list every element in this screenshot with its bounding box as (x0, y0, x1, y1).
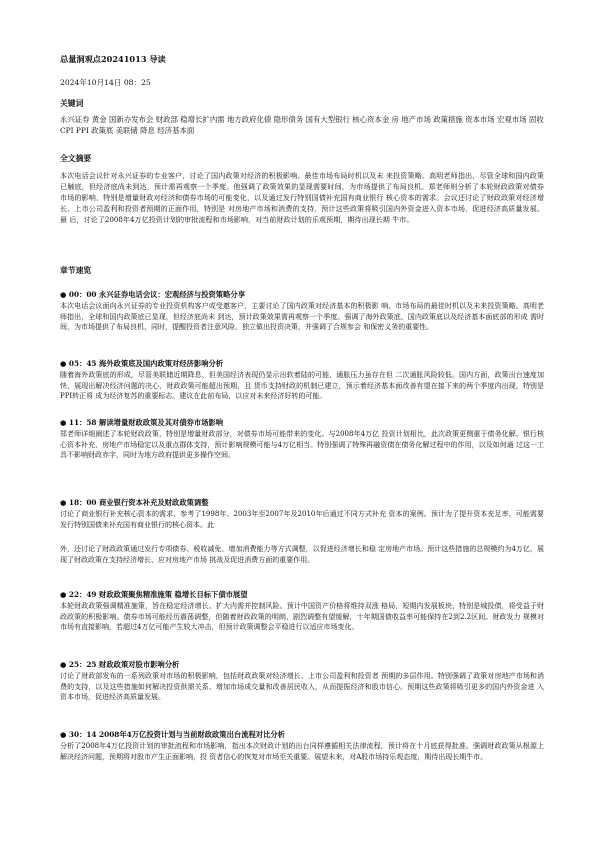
chapter-title: ● 18：00 商业银行资本补充及财政政策调整 (60, 498, 209, 507)
chapter-body (60, 301, 544, 333)
chapter-paragraph: 随着海外政策底的形成，尽管美联储近期降息，但美国经济表现仍显示出软着陆的可能，通胀压力虽存在但 二次通胀风险较低。国内方面，政策出台速度加快，展现出解决经济问题的决心，财政政策可能超出预期，且 货币支持财政的机制已建立，预示着经济基本面改善有望在接下来的两个季度内出现，特别是PPI转正将 成为经济复苏的重要标志。建议在此前布局，以应对未来经济好转的可能。 (60, 371, 544, 401)
chapter-title: ● 05：45 海外政策底及国内政策对经济影响分析 (60, 359, 224, 368)
chapter-title: ● 25：25 财政政策对股市影响分析 (60, 660, 180, 669)
chapter-paragraph: 本次电话会议面向永兴证券的专业投资机构客户或受邀客户，主要讨论了国内政策对经济基本的积极影 响、市场布局的最佳时机以及未来投资策略。高明老师指出，全球和国内政策底已显现，但经济底尚未 到达，预计政策效果需再观察一个季度。强调了海外政策底、国内政策底以及经济基本面底部的形成 需时间，为市场提供了布局良机，同时，提醒投资者注意风险，独立做出投资决策，并强调了合规参会 和保密义务的重要性。 (60, 302, 544, 332)
chapter-paragraph: 郑老师详细阐述了本轮财政政策，特别是增量财政部分，对债券市场可能带来的变化。与2008年4万亿 投资计划相比，此次政策更侧重于债务化解、银行核心资本补充、房地产市场稳定以及重点群体支持，预计影响规模可能与4万亿相当。特别强调了特殊再融资债在债务化解过程中的作用，以及如何通 过这一工具不影响财政赤字，同时为地方政府提供更多操作空间。 (60, 430, 544, 460)
summary-heading: 全文摘要 (60, 154, 92, 163)
chapter-paragraph: 本轮财政政策强调精准施策，旨在稳定经济增长、扩大内需并控制风险。预计中国资产价格将维持双涨 格局，短期内发展板块，特别是城投债，将受益于财政政策的积极影响。债券市场可能经历震荡调整，但随着财政政策的明朗，剧烈调整有望缓解，十年期国债收益率可能保持在2到2.2区间。财政发力 规模对市场有直接影响，若超过4万亿可能产生较大冲击，但预计政策调整会平稳进行以适应市场变化。 (60, 602, 544, 632)
chapter-body (60, 370, 544, 402)
chapter-paragraph: 外，还讨论了财政政策通过发行专项债券、税收减免、增加消费能力等方式调整，以促进经济增长和稳 定房地产市场。预计这些措施的总规模约为4万亿，展现了财政政策在支持经济增长、应对房地产市场 挑战及促进消费方面的重要作用。 (60, 545, 544, 564)
chapter-body (60, 671, 544, 703)
chapter-body (60, 741, 544, 762)
document-datetime: 2024年10月14日 08：25 (60, 78, 151, 87)
keywords-heading: 关键词 (60, 99, 84, 108)
chapter-body (60, 601, 544, 633)
chapter-title: ● 11：58 解读增量财政政策及其对债券市场影响 (60, 418, 224, 427)
chapter-paragraph: 讨论了财政部发布的一系列政策对市场的积极影响，包括财政政策对经济增长、上市公司盈利和投资者 预期的多层作用。特别强调了政策对房地产市场和消费的支持，以及这些措施如何解决投资供需关系、增加市场成交量和改善居民收入，从而提振经济和股市信心。预期这些政策将吸引更多的国内外资金进 入资本市场，促进经济高质量发展。 (60, 672, 544, 702)
keywords-text: 永兴证券 黄金 国新办发布会 财政部 稳增长扩内需 地方政府化债 隐形债务 国有大型银行 核心资本金 房 地产市场 政策措施 资本市场 宏观市场 固收 CPI PPI 政策底 美联储 降息 经济基本面 (60, 115, 544, 135)
summary-text: 本次电话会议针对永兴证券的专业客户，讨论了国内政策对经济的积极影响、最佳市场布局时机以及未 来投资策略。高明老师指出，尽管全球和国内政策已触底，但经济底尚未到达，预计需再观察一个季度。他强调了政策效果的显现需要时间，为市场提供了布局良机。郑老师则分析了本轮财政政策对债券 市场的影响，特别是增量财政对经济和债券市场的可能变化，以及通过发行特别国债补充国有商业银行 核心资本的需求。会议还讨论了财政政策对经济增长、上市公司盈利和投资者预期的正面作用，特别是 对房地产市场和消费的支持，预计这些政策将吸引国内外资金进入资本市场，促进经济高质量发展。最 后，讨论了2008年4万亿投资计划的审批流程和市场影响，对当前财政计划的乐观预期，期待出现长期 牛市。 (60, 171, 544, 224)
chapter-body (60, 509, 544, 565)
chapters-heading: 章节速览 (60, 266, 92, 275)
chapter-body (60, 429, 544, 461)
document-title: 总量洞观点20241013 导读 (60, 54, 166, 64)
chapter-paragraph: 分析了2008年4万亿投资计划的审批流程和市场影响，指出本次财政计划的出台同样遵循相关法律流程，预计将在十月底获得批准。强调财政政策从根源上解决经济问题，预期将对股市产生正面影响，投 资者信心的恢复对市场至关重要。展望未来，对A股市场持乐观态度，期待出现长期牛市。 (60, 742, 544, 761)
chapter-paragraph: 讨论了商业银行补充核心资本的需求，参考了1998年、2003年至2007年及2010年后通过不同方式补充 资本的案例。预计为了提升资本充足率，可能需要发行特别国债来补充国有商业银行的核心资本。此 (60, 510, 544, 529)
chapter-title: ● 30：14 2008年4万亿投资计划与当前财政政策出台流程对比分析 (60, 730, 285, 739)
chapter-title: ● 00：00 永兴证券电话会议：宏观经济与投资策略分享 (60, 290, 245, 299)
chapter-title: ● 22：49 财政政策聚焦精准施策 稳增长目标下债市展望 (60, 590, 248, 599)
